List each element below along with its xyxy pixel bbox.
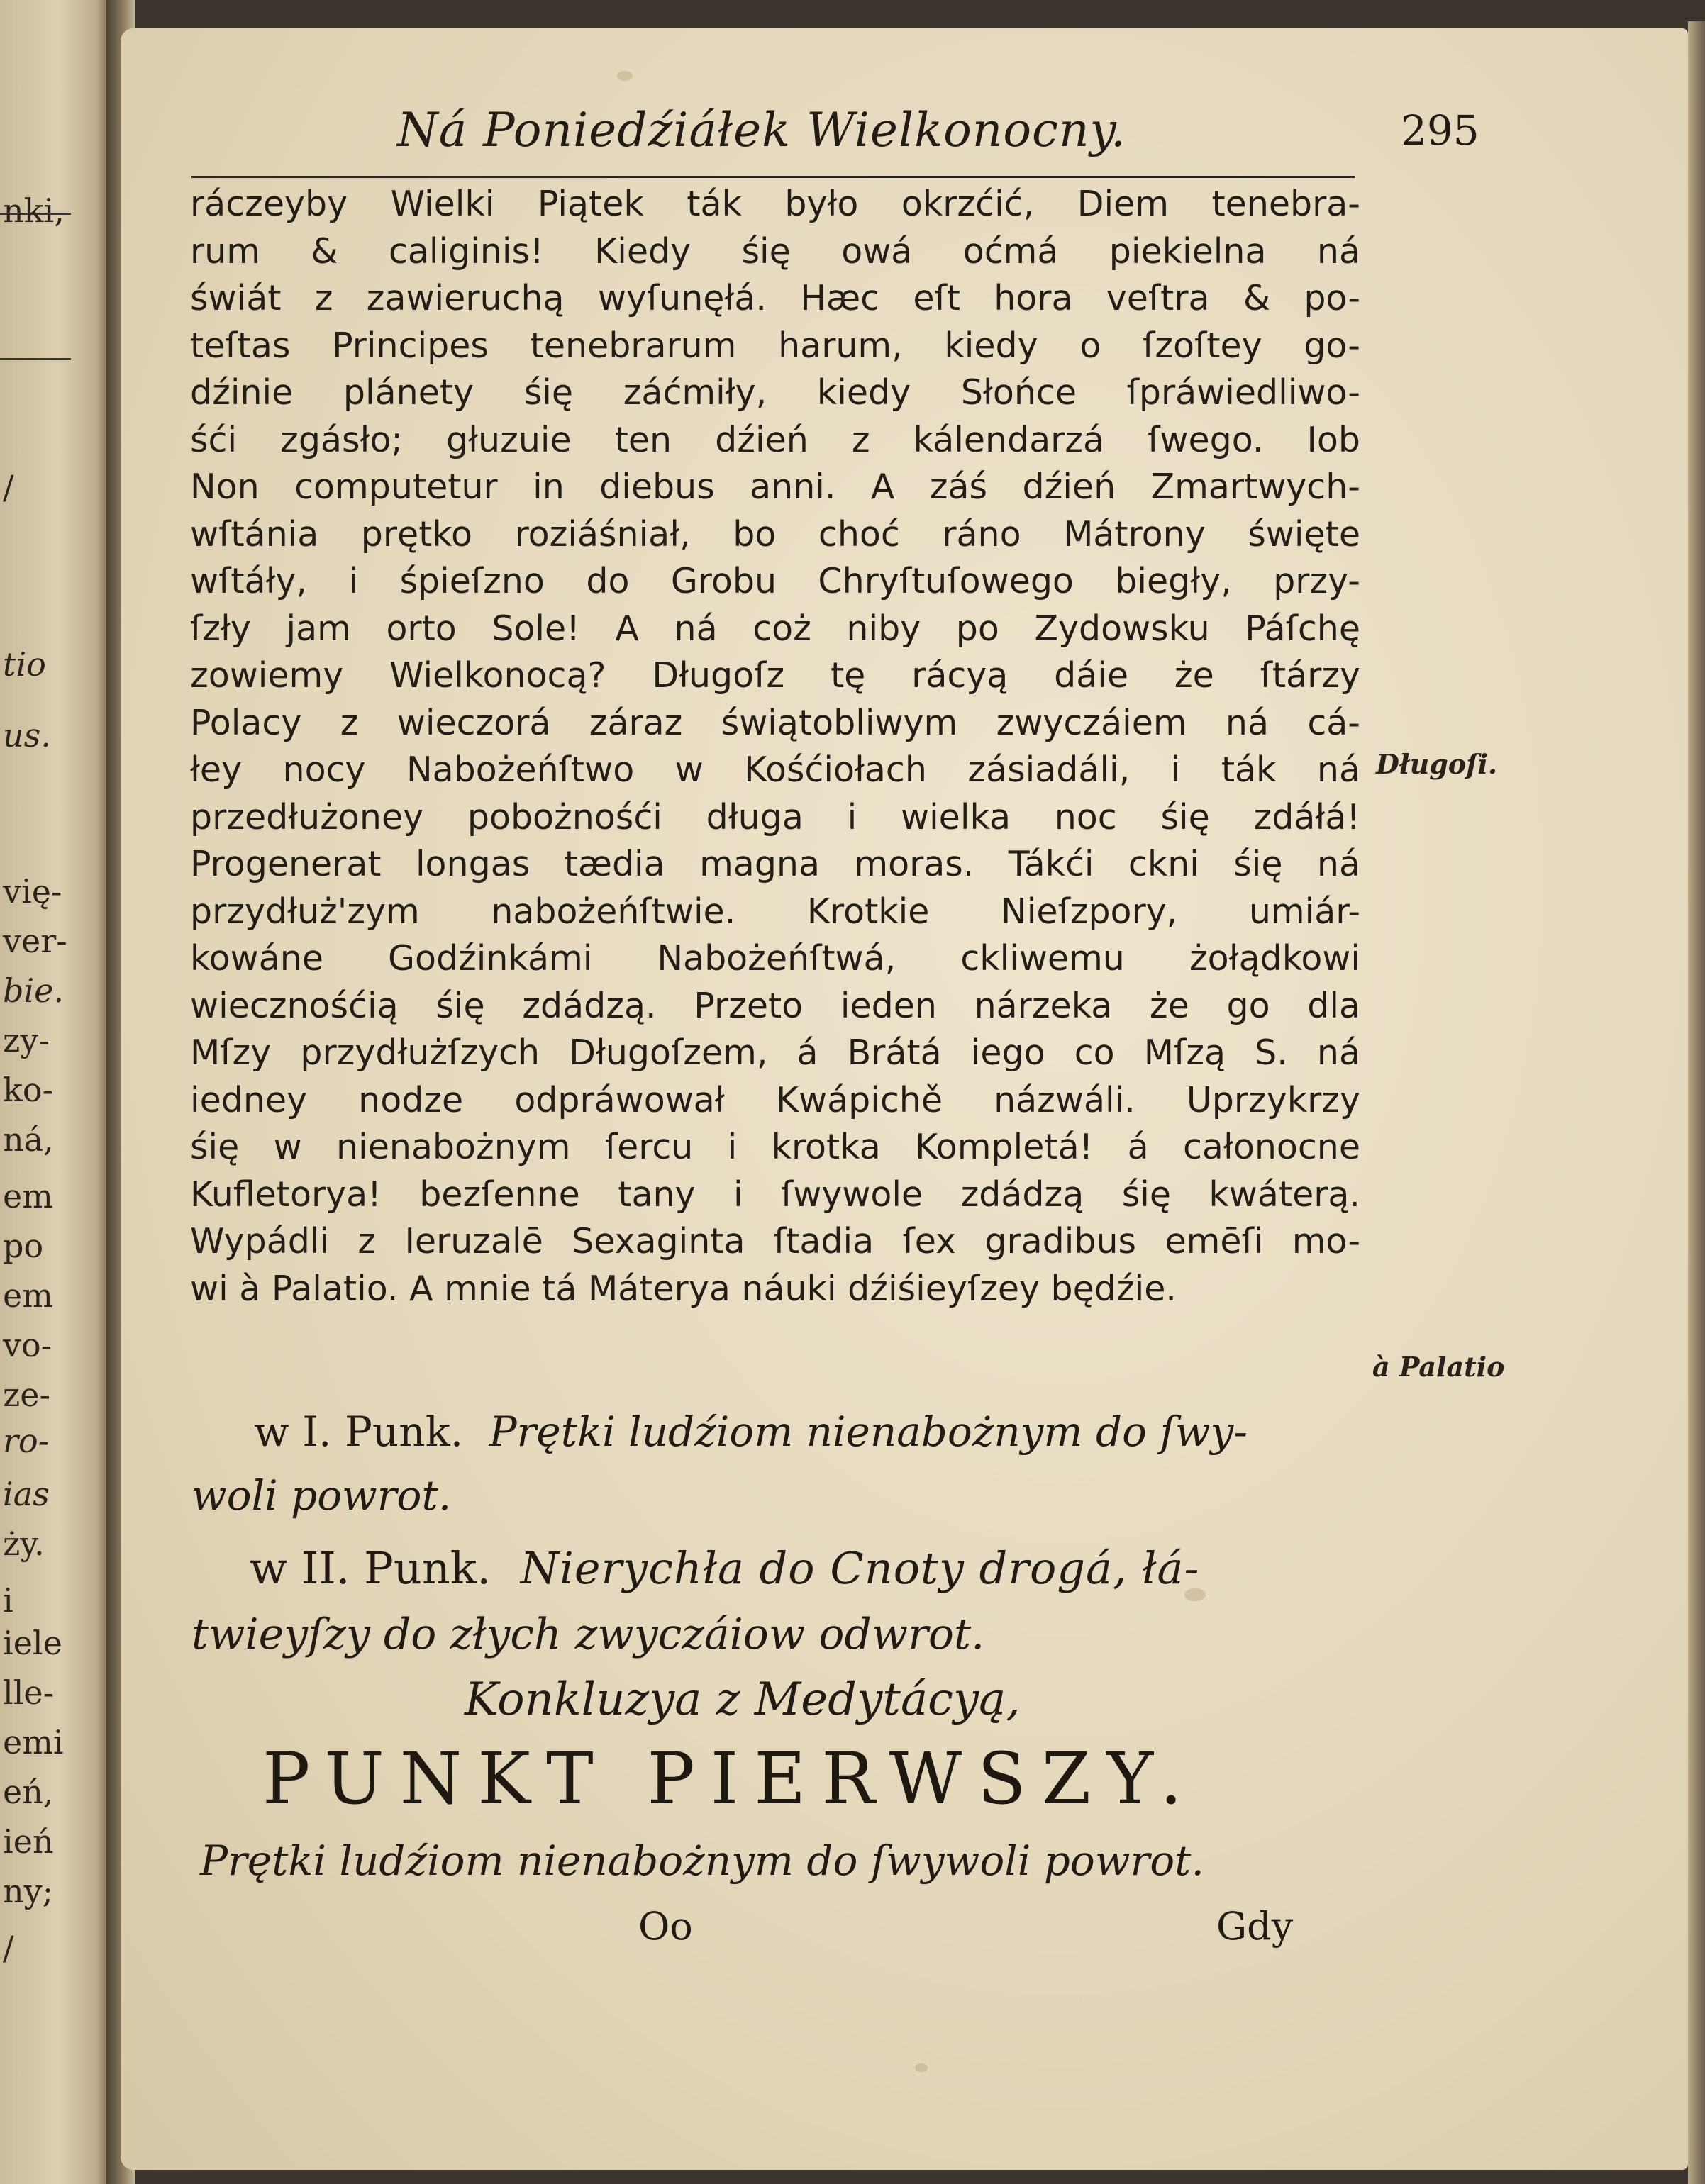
signature-mark: Oo bbox=[638, 1904, 693, 1949]
text-line: wi à Palatio. A mnie tá Máterya náuki dźiśieyſzey będźie. bbox=[190, 1268, 1177, 1309]
prev-page-fragment: ná, bbox=[3, 1120, 54, 1159]
prev-page-fragment: i bbox=[3, 1581, 13, 1620]
prev-page-fragment: em bbox=[3, 1177, 53, 1215]
text-line: iedney nodze odpráwował Kwápichě názwáli. Uprzykrzy bbox=[190, 1079, 1360, 1120]
text-line: Progenerat longas tædia magna moras. Tákći ckni śię ná bbox=[190, 844, 1360, 884]
prev-page-fragment: ver- bbox=[3, 922, 67, 960]
text-line: przedłużoney pobożnośći długa i wielka noc śię zdáłá! bbox=[190, 796, 1360, 837]
prev-page-fragment: lle- bbox=[3, 1673, 55, 1712]
prev-page-fragment: em bbox=[3, 1276, 53, 1315]
text-line: łey nocy Nabożeńſtwo w Kośćiołach zásiadáli, i ták ná bbox=[190, 750, 1360, 790]
text-line: świát z zawieruchą wyſunęłá. Hæc eſt hora veſtra & po- bbox=[190, 278, 1360, 318]
paper-spot bbox=[915, 2063, 928, 2072]
text-line: Non computetur in diebus anni. A záś dźień Zmartwych- bbox=[190, 467, 1360, 507]
prev-page-fragment: / bbox=[3, 1929, 14, 1967]
prev-page-fragment: ień bbox=[3, 1822, 54, 1861]
text-line: Mſzy przydłużſzych Długoſzem, á Brátá iego co Mſzą S. ná bbox=[190, 1032, 1360, 1073]
text-line: ſzły jam orto Sole! A ná coż niby po Zydowsku Páſchę bbox=[190, 608, 1360, 649]
prev-page-fragment: nki, bbox=[3, 191, 65, 230]
point-two-continued bbox=[191, 1610, 984, 1659]
prev-page-fragment: ży. bbox=[3, 1525, 45, 1563]
text-line: śći zgásło; głuzuie ten dźień z kálendarzá ſwego. Iob bbox=[190, 419, 1360, 460]
text-line: ráczeyby Wielki Piątek ták było okrzćić, Diem tenebra- bbox=[190, 184, 1360, 224]
catchword: Gdy bbox=[1216, 1904, 1294, 1949]
text-line: rum & caliginis! Kiedy śię owá oćmá piekielna ná bbox=[190, 230, 1360, 272]
body-text bbox=[190, 181, 1360, 1313]
text-line: wſtánia prętko roziáśniał, bo choć ráno Mátrony święte bbox=[190, 513, 1360, 555]
prev-page-fragment: emi bbox=[3, 1723, 64, 1761]
paper-spot bbox=[617, 71, 633, 81]
conclusion-heading: Konkluzya z Medytácyą, bbox=[465, 1673, 1021, 1726]
prev-page-fragment: ze- bbox=[3, 1376, 51, 1414]
text-line: wiecznośćią śię zdádzą. Przeto ieden nárzeka że go dla bbox=[190, 985, 1360, 1026]
text-line: wſtáły, i śpieſzno do Grobu Chryſtuſowego biegły, przy- bbox=[190, 561, 1360, 601]
text-line: zowiemy Wielkonocą? Długoſz tę rácyą dáie że ſtárzy bbox=[190, 655, 1360, 696]
text-line: śię w nienabożnym ſercu i krotka Kompletá! á całonocne bbox=[190, 1127, 1360, 1167]
page-edge bbox=[1688, 21, 1705, 2184]
prev-page-fragment: zy- bbox=[3, 1021, 50, 1059]
page-number: 295 bbox=[1401, 106, 1479, 155]
prev-page-fragment: tio bbox=[3, 645, 46, 684]
prev-page-fragment: iele bbox=[3, 1624, 62, 1662]
prev-page-fragment: bie. bbox=[3, 971, 65, 1010]
prev-page-fragment: ias bbox=[3, 1475, 50, 1513]
text-line: Wypádli z Ieruzalē Sexaginta ſtadia ſex gradibus emēſi mo- bbox=[190, 1221, 1360, 1261]
prev-page-rule bbox=[0, 358, 71, 360]
section-heading: PUNKT PIERWSZY. bbox=[262, 1737, 1199, 1820]
prev-page-fragment: ro- bbox=[3, 1422, 50, 1460]
point-two-prefix: w II. Punk. bbox=[250, 1542, 491, 1594]
text-line: teſtas Principes tenebrarum harum, kiedy o ſzoſtey go- bbox=[190, 325, 1360, 366]
prev-page-fragment: vię- bbox=[3, 872, 62, 910]
point-one-continued bbox=[191, 1471, 451, 1520]
prev-page-fragment: ko- bbox=[3, 1071, 54, 1109]
text-line: Kufletorya! bezſenne tany i ſwywole zdádzą śię kwáterą. bbox=[190, 1174, 1360, 1215]
prev-page-fragment: eń, bbox=[3, 1773, 54, 1811]
prev-page-fragment: ny; bbox=[3, 1872, 54, 1910]
text-line: kowáne Godźinkámi Nabożeńſtwá, ckliwemu żołądkowi bbox=[190, 938, 1360, 979]
point-one-prefix: w I. Punk. bbox=[254, 1408, 464, 1456]
running-head: Ná Poniedźiáłek Wielkonocny. bbox=[397, 103, 1127, 157]
point-one-title: Prętki ludźiom nienabożnym do ſwy- bbox=[489, 1408, 1248, 1456]
point-two-title: Nierychła do Cnoty drogá, łá- bbox=[520, 1542, 1200, 1594]
margin-note: à Palatio bbox=[1372, 1351, 1505, 1383]
text-line: przydłuż'zym nabożeńſtwie. Krotkie Nieſzpory, umiár- bbox=[190, 891, 1360, 932]
prev-page-fragment: / bbox=[3, 468, 14, 506]
text-line: Polacy z wieczorá záraz świątobliwym zwyczáiem ná cá- bbox=[190, 702, 1360, 743]
point-two bbox=[250, 1542, 1199, 1594]
previous-page-edge bbox=[0, 0, 106, 2184]
point-two-title-continued: twieyſzy do złych zwyczáiow odwrot. bbox=[191, 1610, 985, 1659]
point-one bbox=[254, 1408, 1248, 1456]
prev-page-fragment: vo- bbox=[3, 1326, 52, 1364]
header-rule bbox=[191, 176, 1355, 178]
text-line: dźinie plánety śię záćmiły, kiedy Słońce ſpráwiedliwo- bbox=[190, 372, 1360, 413]
section-subtitle: Prętki ludźiom nienabożnym do ſwywoli powrot. bbox=[200, 1837, 1204, 1885]
margin-note: Długoſi. bbox=[1376, 748, 1498, 780]
prev-page-fragment: po bbox=[3, 1227, 44, 1265]
point-one-title-continued: woli powrot. bbox=[191, 1471, 452, 1520]
prev-page-fragment: us. bbox=[3, 716, 51, 754]
